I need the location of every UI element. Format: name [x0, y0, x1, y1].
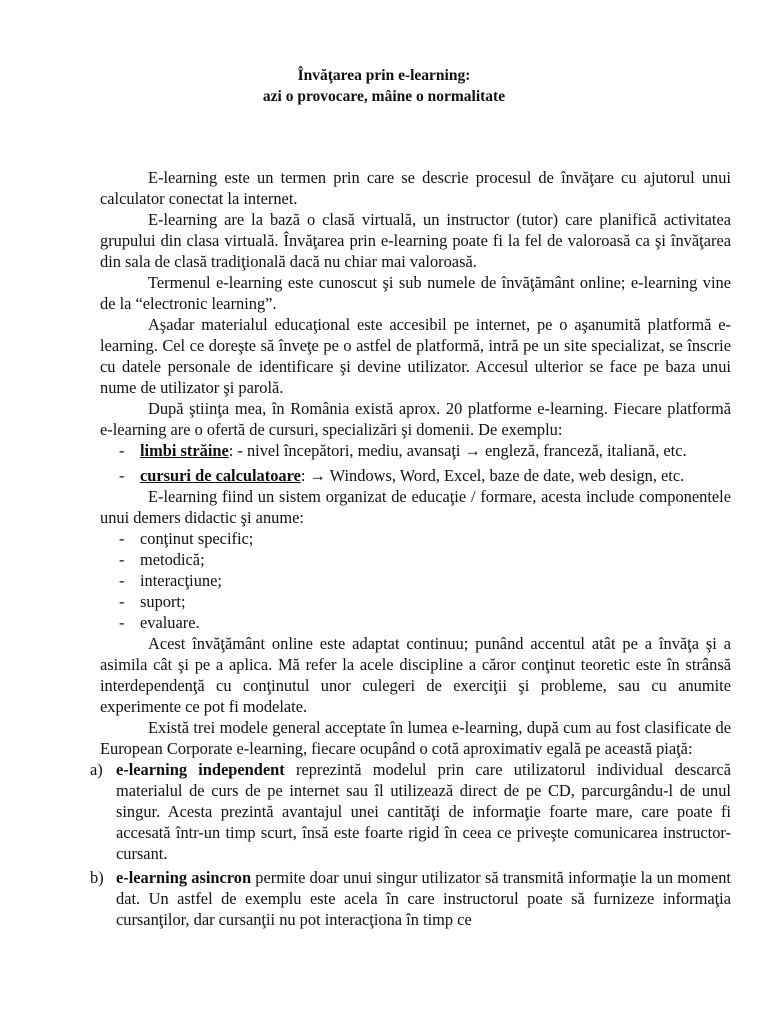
list-marker: - — [119, 592, 125, 611]
list-marker: - — [119, 550, 125, 569]
component-text: conţinut specific; — [140, 529, 254, 548]
example-list-item — [100, 465, 731, 486]
model-term: e-learning asincron — [116, 868, 252, 887]
component-list-item — [100, 612, 731, 633]
list-marker: - — [119, 466, 125, 485]
component-text: suport; — [140, 592, 186, 611]
component-list-item — [100, 549, 731, 570]
component-text: evaluare. — [140, 613, 200, 632]
example-term: limbi străine — [140, 441, 229, 460]
document-title — [0, 65, 768, 107]
title-line-1: Învăţarea prin e-learning: — [297, 67, 471, 84]
paragraph: E-learning fiind un sistem organizat de educaţie / formare, acesta include componentele unui demers didactic şi anume: — [100, 487, 731, 527]
model-list-item — [90, 759, 731, 864]
paragraph: După ştiinţa mea, în România există aprox. 20 platforme e-learning. Fiecare platformă e-learning are o ofertă de cursuri, specializări şi domenii. De exemplu: — [100, 399, 731, 439]
component-list-item — [100, 591, 731, 612]
model-description: permite doar unui singur utilizator să transmită informaţie la un moment dat. Un astfel de exemplu este acela în care instructorul poate să furnizeze informaţia cursanţilor, dar cursanţii nu pot interacţiona în timp ce — [116, 868, 731, 929]
paragraph: Există trei modele general acceptate în lumea e-learning, după cum au fost clasificate de European Corporate e-learning, fiecare ocupând o cotă aproximativ egală pe această piaţă: — [100, 718, 731, 758]
title-line-2: azi o provocare, mâine o normalitate — [262, 88, 506, 105]
paragraph: Aşadar materialul educaţional este accesibil pe internet, pe o aşanumită platformă e-learning. Cel ce doreşte să înveţe pe o astfel de platformă, intră pe un site specializat, se înscrie cu datele personale de identificare şi devine utilizator. Accesul ulterior se face pe baza unui nume de utilizator şi parolă. — [100, 315, 731, 397]
paragraph: E-learning are la bază o clasă virtuală, un instructor (tutor) care planifică activitatea grupului din clasa virtuală. Învăţarea prin e-learning poate fi la fel de valoroasă ca şi învăţarea din sala de clasă tradiţională dacă nu chiar mai valoroasă. — [100, 210, 731, 271]
list-marker: a) — [90, 760, 103, 779]
example-detail: : - nivel începători, mediu, avansaţi → engleză, franceză, italiană, etc. — [228, 441, 687, 460]
list-marker: - — [119, 441, 125, 460]
list-marker: b) — [90, 868, 104, 887]
example-term: cursuri de calculatoare — [140, 466, 301, 485]
document-body — [90, 167, 731, 930]
paragraph: Acest învăţământ online este adaptat continuu; punând accentul atât pe a învăţa şi a asimila cât şi pe a aplica. Mă refer la acele discipline a căror conţinut teoretic este în strânsă interdependenţă cu conţinutul unor culegeri de exerciţii şi probleme, sau cu anumite experimente ce pot fi modelate. — [100, 634, 731, 716]
model-description: reprezintă modelul prin care utilizatorul individual descarcă materialul de curs de pe internet sau îl utilizează direct de pe CD, parcurgându-l de unul singur. Acesta prezintă avantajul unei cantităţi de informaţie foarte mare, care poate fi accesată într-un timp scurt, însă este foarte rigid în ceea ce priveşte comunicarea instructor-cursant. — [116, 760, 731, 863]
list-marker: - — [119, 613, 125, 632]
paragraph: E-learning este un termen prin care se descrie procesul de învăţare cu ajutorul unui calculator conectat la internet. — [100, 168, 731, 208]
list-marker: - — [119, 529, 125, 548]
component-list-item — [100, 570, 731, 591]
paragraph: Termenul e-learning este cunoscut şi sub numele de învăţământ online; e-learning vine de la “electronic learning”. — [100, 273, 731, 313]
example-list-item — [100, 440, 731, 461]
list-marker: - — [119, 571, 125, 590]
component-text: interacţiune; — [140, 571, 222, 590]
component-text: metodică; — [140, 550, 205, 569]
component-list-item — [100, 528, 731, 549]
model-list-item — [90, 867, 731, 930]
model-term: e-learning independent — [116, 760, 285, 779]
example-detail: : → Windows, Word, Excel, baze de date, web design, etc. — [300, 466, 685, 485]
